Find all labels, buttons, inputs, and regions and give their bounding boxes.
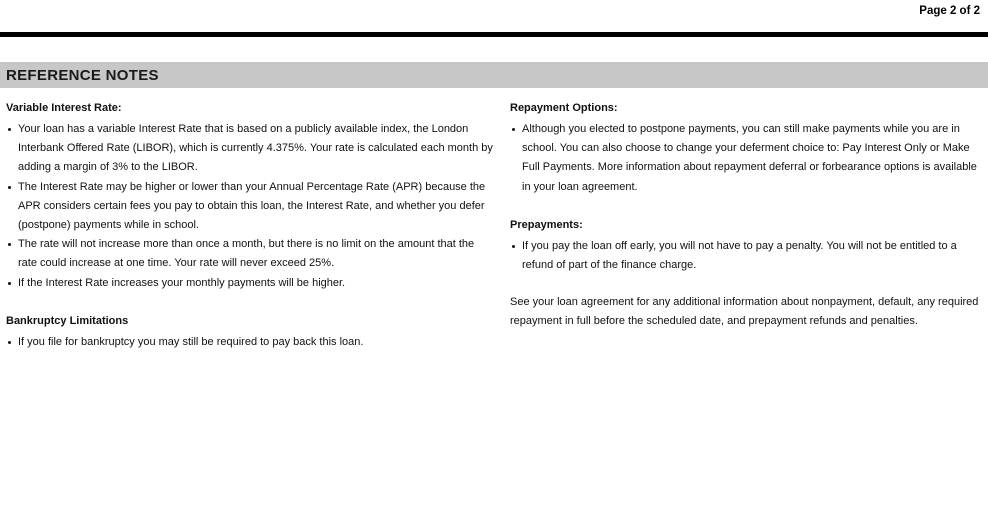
variable-rate-list [6,120,496,293]
bankruptcy-heading: Bankruptcy Limitations [6,314,129,327]
bankruptcy-list [6,333,496,352]
prepayments-list [510,237,982,275]
prepayments-heading: Prepayments: [510,218,583,231]
repayment-options-list [510,120,982,197]
list-item: If you pay the loan off early, you will not have to pay a penalty. You will not be entitled to a refund of part of the finance charge. [510,237,982,275]
list-item: The rate will not increase more than once a month, but there is no limit on the amount that the rate could increase at one time. Your rate will never exceed 25%. [6,235,496,273]
list-item: Although you elected to postpone payments, you can still make payments while you are in school. You can also choose to change your deferment choice to: Pay Interest Only or Make Full Payments. More information about repayment deferral or forbearance options is available in your loan agreement. [510,120,982,197]
list-item: If you file for bankruptcy you may still be required to pay back this loan. [6,333,496,352]
left-column [6,98,496,352]
right-column [510,98,982,332]
page-number: Page 2 of 2 [919,5,980,17]
closing-note: See your loan agreement for any additional information about nonpayment, default, any required repayment in full before the scheduled date, and prepayment refunds and penalties. [510,296,979,328]
variable-rate-heading: Variable Interest Rate: [6,102,122,114]
section-title: REFERENCE NOTES [6,67,159,84]
section-header-bar [0,62,988,88]
repayment-options-heading: Repayment Options: [510,102,618,114]
list-item: The Interest Rate may be higher or lower than your Annual Percentage Rate (APR) because the APR considers certain fees you pay to obtain this loan, the Interest Rate, and whether you defer (postpone) payments while in school. [6,178,496,236]
list-item: Your loan has a variable Interest Rate that is based on a publicly available index, the London Interbank Offered Rate (LIBOR), which is currently 4.375%. Your rate is calculated each month by adding a margin of 3% to the LIBOR. [6,120,496,178]
list-item: If the Interest Rate increases your monthly payments will be higher. [6,274,496,293]
header-rule [0,32,988,37]
